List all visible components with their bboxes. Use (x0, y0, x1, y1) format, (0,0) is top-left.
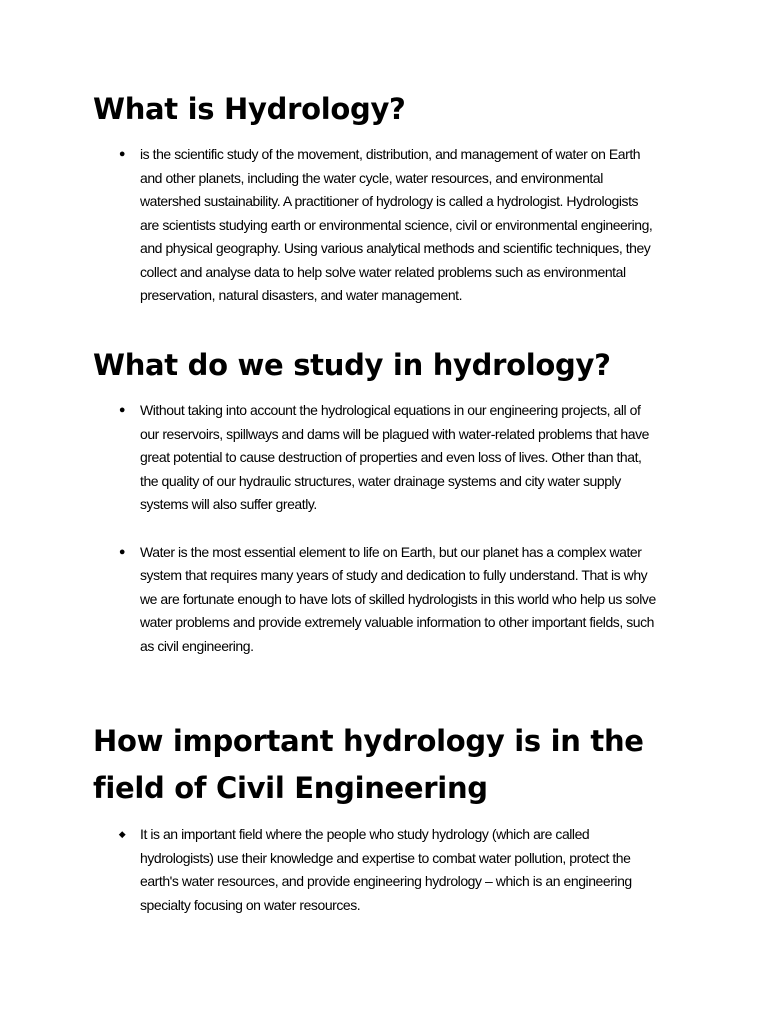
paragraph-text: It is an important field where the people who study hydrology (which are called hydrologists) use their knowledge and expertise to combat water pollution, protect the earth's water resources, and provide engineering hydrology – which is an engineering specialty focusing on water resources. (140, 826, 632, 913)
bullet-list-what-do-we-study (0, 399, 660, 658)
bullet-icon: ● (118, 404, 126, 416)
paragraph-text: . Using various analytical methods and scientific techniques, they collect and analyse data to help solve water related problems such as (140, 240, 651, 280)
link-physical-geography[interactable]: physical geography (165, 240, 277, 256)
link-natural-disasters[interactable]: natural disasters (218, 287, 314, 303)
bullet-icon: ● (118, 148, 126, 160)
link-water-resources[interactable]: water resources (395, 169, 489, 186)
bullet-list-what-is-hydrology (0, 143, 660, 308)
paragraph-text: , (448, 216, 456, 233)
paragraph-text: , and (140, 216, 653, 256)
paragraph-text: , (211, 287, 219, 303)
link-water-management[interactable]: water management (345, 287, 459, 303)
paragraph-text: . (458, 287, 463, 303)
heading-importance-line-1: How important hydrology is in the (93, 724, 644, 758)
list-item (0, 823, 660, 917)
heading-importance-line-2: field of Civil Engineering (93, 771, 488, 805)
link-earth-environmental-science[interactable]: earth or environmental science (270, 216, 449, 233)
list-item (0, 541, 660, 659)
heading-what-do-we-study: What do we study in hydrology? (93, 348, 611, 382)
paragraph-text: , and environmental watershed sustainability. A practitioner of hydrology is called a hydrologist. Hydrologists are scientists studying (140, 169, 639, 233)
paragraph-text: , (388, 169, 396, 186)
paragraph-text: , and (313, 287, 346, 303)
bullet-icon: ● (118, 545, 126, 558)
list-item (0, 399, 660, 517)
paragraph-text: is the scientific study of the movement, distribution, and management of water on Earth and other planets, including the (140, 146, 641, 186)
bullet-list-importance (0, 823, 660, 917)
diamond-bullet-icon: ◆ (118, 829, 126, 839)
link-water-cycle[interactable]: water cycle (323, 169, 389, 186)
paragraph-text: Water is the most essential element to life on Earth, but our planet has a complex water system that requires many years of study and dedication to fully understand. That is why we are fortunate enough to have lots of skilled hydrologists in this world who help us solve water problems and provide extremely valuable information to other important fields, such as civil engineering. (140, 543, 656, 654)
link-civil-environmental-engineering[interactable]: civil or environmental engineering (455, 216, 649, 233)
list-item (0, 143, 660, 308)
paragraph-text: Without taking into account the hydrological equations in our engineering projects, all of our reservoirs, spillways and dams will be plagued with water-related problems that have great potential to cause destruction of properties and even loss of lives. Other than that, the quality of our hydraulic structures, water drainage systems and city water supply systems will also suffer greatly. (140, 402, 649, 512)
heading-what-is-hydrology: What is Hydrology? (93, 92, 406, 126)
link-environmental-preservation[interactable]: environmental preservation (140, 263, 626, 303)
